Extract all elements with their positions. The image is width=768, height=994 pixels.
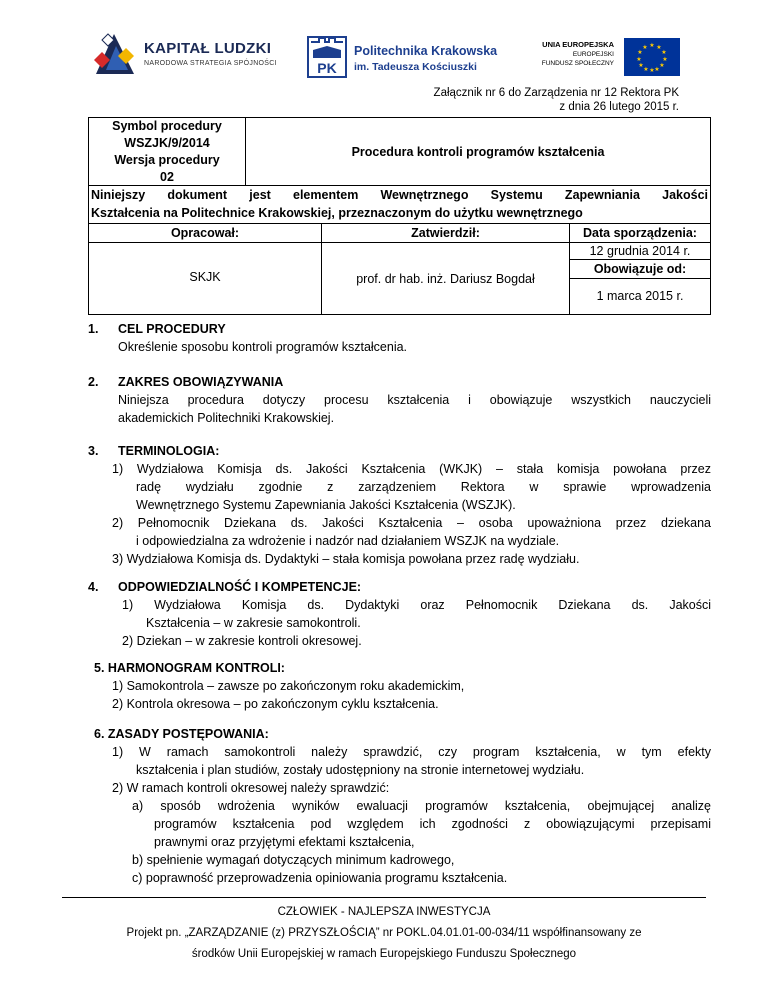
section-2 (88, 374, 711, 430)
approved-label: Zatwierdził: (411, 226, 480, 240)
section-5 (88, 660, 711, 714)
kapital-ludzki-title: KAPITAŁ LUDZKI (144, 40, 272, 57)
section-4 (88, 579, 711, 651)
politechnika-title: Politechnika Krakowska (354, 44, 498, 58)
procedure-title: Procedura kontroli programów kształcenia (351, 145, 605, 159)
svg-text:★: ★ (656, 44, 662, 51)
svg-text:★: ★ (642, 44, 648, 51)
svg-text:★: ★ (638, 62, 644, 69)
section-3-item-2-line2: i odpowiedzialna za wdrożenie i nadzór nad działaniem WSZJK na wydziale. (136, 534, 560, 548)
pk-initials: PK (317, 60, 337, 76)
eu-flag-icon (624, 38, 680, 76)
section-2-title: ZAKRES OBOWIĄZYWANIA (118, 375, 284, 389)
version-value: 02 (160, 170, 174, 184)
section-6-title: 6. ZASADY POSTĘPOWANIA: (94, 727, 269, 741)
section-6-item-a-line3: prawnymi oraz przyjętymi efektami kształcenia, (154, 835, 415, 849)
section-1-title: CEL PROCEDURY (118, 322, 226, 336)
section-4-item-1-line2: Kształcenia – w zakresie samokontroli. (146, 616, 361, 630)
date-label: Data sporządzenia: (583, 226, 697, 240)
section-3-item-3-line1: 3) Wydziałowa Komisja ds. Dydaktyki – stała komisja powołana przez radę wydziału. (112, 552, 580, 566)
prepared-value-cell (89, 243, 322, 314)
section-6-item-a-line1: a) sposób wdrożenia wyników ewaluacji programów kształcenia, obejmującej analizę (132, 799, 711, 813)
effective-value: 1 marca 2015 r. (596, 289, 684, 303)
footer-line1: CZŁOWIEK - NAJLEPSZA INWESTYCJA (277, 906, 491, 918)
section-4-number: 4. (88, 580, 99, 594)
footer-line2: Projekt pn. „ZARZĄDZANIE (z) PRZYSZŁOŚCIĄ” nr POKL.04.01.01-00-034/11 współfinansowany ze (126, 927, 642, 939)
section-6-item-a-line2: programów kształcenia pod względem ich zgodności z obowiązującymi przepisami (154, 817, 711, 831)
kapital-ludzki-emblem-icon (92, 30, 138, 78)
date-value-cell (570, 243, 710, 260)
svg-text:★: ★ (659, 62, 665, 69)
section-1-number: 1. (88, 322, 99, 336)
politechnika-subtitle: im. Tadeusza Kościuszki (354, 61, 477, 73)
section-4-item-2-line1: 2) Dziekan – w zakresie kontroli okresowej. (122, 634, 362, 648)
note-line1: Niniejszy dokument jest elementem Wewnętrznego Systemu Zapewniania Jakości (91, 188, 708, 202)
note-cell (89, 186, 710, 224)
section-4-title: ODPOWIEDZIALNOŚĆ I KOMPETENCJE: (118, 580, 362, 594)
eu-sub2: FUNDUSZ SPOŁECZNY (541, 60, 614, 67)
section-3-item-1-line1: 1) Wydziałowa Komisja ds. Jakości Kształcenia (WKJK) – stała komisja powołana przez (112, 462, 711, 476)
section-3 (88, 443, 711, 571)
section-1 (88, 321, 711, 361)
kapital-ludzki-subtitle: NARODOWA STRATEGIA SPÓJNOŚCI (144, 60, 277, 67)
section-4-item-1-line1: 1) Wydziałowa Komisja ds. Dydaktyki oraz Pełnomocnik Dziekana ds. Jakości (122, 598, 711, 612)
section-6-item-2-line1: 2) W ramach kontroli okresowej należy sprawdzić: (112, 781, 390, 795)
date-label-cell (570, 224, 710, 243)
effective-value-cell (570, 279, 710, 314)
svg-text:★: ★ (637, 49, 643, 56)
eu-logo (540, 32, 680, 82)
svg-text:★: ★ (643, 66, 649, 73)
footer-divider (62, 897, 706, 898)
prepared-label-cell (89, 224, 322, 243)
section-3-item-1-line2: radę wydziału zgodnie z zarządzeniem Rektora w sprawie wprowadzenia (136, 480, 711, 494)
annex-line2: z dnia 26 lutego 2015 r. (559, 101, 679, 113)
section-6-item-c: c) poprawność przeprowadzenia opiniowania programu kształcenia. (132, 871, 508, 885)
eu-title: UNIA EUROPEJSKA (542, 40, 614, 49)
effective-label-cell (570, 260, 710, 279)
section-2-line2: akademickich Politechniki Krakowskiej. (118, 411, 335, 425)
note-line2: Kształcenia na Politechnice Krakowskiej, przeznaczonym do użytku wewnętrznego (91, 205, 583, 220)
section-5-item-1: 1) Samokontrola – zawsze po zakończonym roku akademickim, (112, 679, 465, 693)
section-3-item-2-line1: 2) Pełnomocnik Dziekana ds. Jakości Kształcenia – osoba upoważniona przez dziekana (112, 516, 711, 530)
procedure-table (88, 117, 711, 315)
section-5-title: 5. HARMONOGRAM KONTROLI: (94, 661, 285, 675)
svg-text:★: ★ (662, 56, 668, 63)
footer-line3: środków Unii Europejskiej w ramach Europejskiego Funduszu Społecznego (191, 948, 577, 960)
prepared-label: Opracował: (170, 226, 240, 240)
svg-text:★: ★ (636, 56, 642, 63)
approved-label-cell (322, 224, 570, 243)
section-3-title: TERMINOLOGIA: (118, 444, 220, 458)
svg-text:★: ★ (649, 42, 655, 49)
version-label: Wersja procedury (114, 153, 220, 167)
approved-value-cell (322, 243, 570, 314)
section-1-text: Określenie sposobu kontroli programów kształcenia. (118, 340, 408, 354)
procedure-title-cell (246, 118, 710, 186)
section-2-line1: Niniejsza procedura dotyczy procesu kształcenia i obowiązuje wszystkich nauczycieli (118, 393, 711, 407)
politechnika-crest-icon (307, 36, 347, 78)
kapital-ludzki-logo (92, 30, 277, 80)
date-value: 12 grudnia 2014 r. (589, 244, 691, 258)
symbol-value: WSZJK/9/2014 (124, 136, 210, 150)
symbol-label: Symbol procedury (112, 119, 222, 133)
politechnika-logo (307, 36, 537, 80)
section-6 (88, 726, 711, 886)
section-3-number: 3. (88, 444, 99, 458)
svg-text:★: ★ (649, 67, 655, 74)
annex-note (434, 86, 679, 114)
annex-line1: Załącznik nr 6 do Zarządzenia nr 12 Rektora PK (433, 87, 679, 99)
section-5-item-2: 2) Kontrola okresowa – po zakończonym cyklu kształcenia. (112, 697, 439, 711)
approved-value: prof. dr hab. inż. Dariusz Bogdał (356, 272, 535, 286)
prepared-value: SKJK (189, 270, 221, 284)
svg-text:★: ★ (661, 49, 667, 56)
section-6-item-1-line1: 1) W ramach samokontroli należy sprawdzić, czy program kształcenia, w tym efekty (112, 745, 711, 759)
effective-label: Obowiązuje od: (593, 262, 687, 276)
symbol-version-cell (89, 118, 246, 186)
section-2-number: 2. (88, 375, 99, 389)
section-6-item-b: b) spełnienie wymagań dotyczących minimum kadrowego, (132, 853, 455, 867)
eu-sub1: EUROPEJSKI (572, 51, 614, 58)
section-6-item-1-line2: kształcenia i plan studiów, zostały udostępniony na stronie internetowej wydziału. (136, 763, 585, 777)
section-3-item-1-line3: Wewnętrznego Systemu Zapewniania Jakości Kształcenia (WSZJK). (136, 498, 516, 512)
svg-text:★: ★ (654, 66, 660, 73)
